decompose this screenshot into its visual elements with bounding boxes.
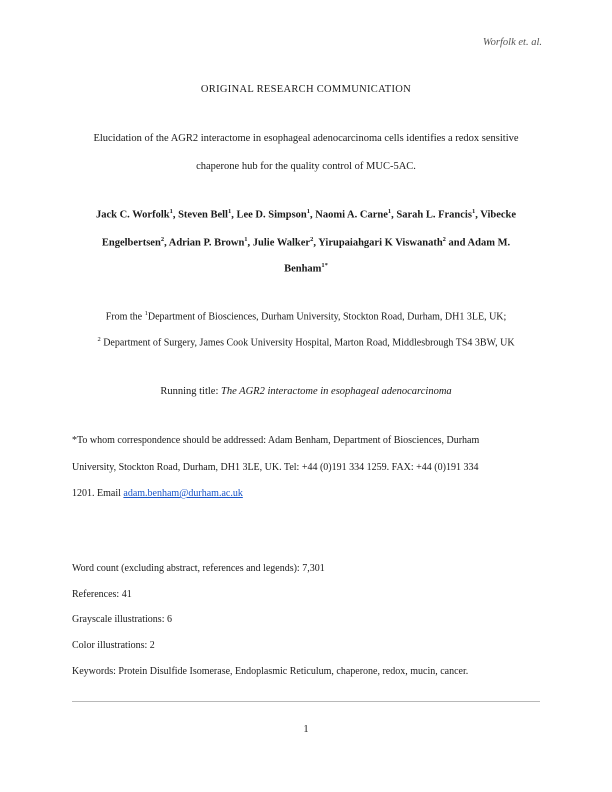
author-name: Julie Walker	[252, 237, 311, 249]
author-affiliation-mark: 2	[442, 236, 446, 243]
paper-title-line-1: Elucidation of the AGR2 interactome in esophageal adenocarcinoma cells identifies a redox sensitive	[93, 133, 519, 144]
footer-divider	[72, 701, 540, 702]
authors-line-3	[0, 262, 612, 275]
correspondence-line-2: University, Stockton Road, Durham, DH1 3LE, UK. Tel: +44 (0)191 334 1259. FAX: +44 (0)191 334	[72, 462, 479, 473]
author-name: Naomi A. Carne	[315, 209, 388, 221]
author-affiliation-mark: 1	[387, 208, 392, 215]
author-affiliation-mark: 2	[310, 236, 314, 243]
section-title: ORIGINAL RESEARCH COMMUNICATION	[200, 84, 412, 95]
running-title-text: The AGR2 interactome in esophageal adenocarcinoma	[221, 386, 452, 397]
author-name: and Adam M.	[448, 237, 511, 249]
affiliation-text: Department of Biosciences, Durham University, Stockton Road, Durham, DH1 3LE, UK;	[147, 311, 507, 323]
author-name: Benham	[284, 263, 322, 275]
affiliation-line-2	[0, 336, 612, 348]
author-affiliation-mark: 1	[169, 208, 173, 215]
color-illustrations: Color illustrations: 2	[72, 640, 155, 651]
word-count: Word count (excluding abstract, references and legends): 7,301	[72, 563, 325, 574]
author-name: Adrian P. Brown	[168, 237, 245, 249]
running-header: Worfolk et. al.	[482, 37, 542, 48]
page-number: 1	[303, 724, 309, 735]
email-link[interactable]: adam.benham@durham.ac.uk	[123, 488, 243, 499]
correspondence-line-1: *To whom correspondence should be addressed: Adam Benham, Department of Biosciences, Durham	[72, 435, 480, 446]
author-name: Jack C. Worfolk	[95, 209, 170, 221]
affiliation-mark: 2	[97, 336, 101, 343]
authors-line-1: Jack C. Worfolk$^1$, Steven Bell$^1$, Lee D. Simpson$^1$, Naomi A. Carne$^1$, Sarah L. Francis$^1$, Vibecke	[95, 208, 517, 221]
correspondence-line-3	[72, 488, 243, 499]
paper-title-line-2: chaperone hub for the quality control of MUC-5AC.	[196, 161, 416, 172]
author-name: Steven Bell	[178, 209, 228, 221]
author-name: Sarah L. Francis	[396, 209, 472, 221]
running-title	[0, 386, 612, 397]
author-name: Vibecke	[480, 209, 517, 221]
authors-line-2: Engelbertsen$^2$, Adrian P. Brown$^1$, Julie Walker$^2$, Yirupaiahgari K Viswanath$^2$ and Adam M.	[101, 236, 511, 249]
affiliation-line-1	[0, 310, 612, 322]
keywords: Keywords: Protein Disulfide Isomerase, Endoplasmic Reticulum, chaperone, redox, mucin, cancer.	[72, 666, 469, 677]
correspondence-prefix: 1201. Email	[72, 488, 124, 499]
references-count: References: 41	[72, 589, 132, 600]
author-affiliation-mark: 1	[227, 208, 232, 215]
author-affiliation-mark: 1	[306, 208, 311, 215]
author-affiliation-mark: 1	[244, 236, 248, 243]
author-name: Lee D. Simpson	[236, 209, 307, 221]
author-name: Engelbertsen	[101, 237, 161, 249]
author-affiliation-mark: 1	[471, 208, 476, 215]
author-affiliation-mark: 2	[160, 236, 165, 243]
affiliation-mark: 1	[144, 310, 148, 317]
running-title-label: Running title:	[160, 386, 221, 397]
author-affiliation-mark: 1*	[321, 262, 328, 269]
affiliation-text: Department of Surgery, James Cook University Hospital, Marton Road, Middlesbrough TS4 3BW, UK	[103, 337, 515, 349]
grayscale-illustrations: Grayscale illustrations: 6	[72, 614, 172, 625]
author-name: Yirupaiahgari K Viswanath	[318, 237, 443, 249]
affiliation-prefix: From the	[105, 311, 145, 323]
